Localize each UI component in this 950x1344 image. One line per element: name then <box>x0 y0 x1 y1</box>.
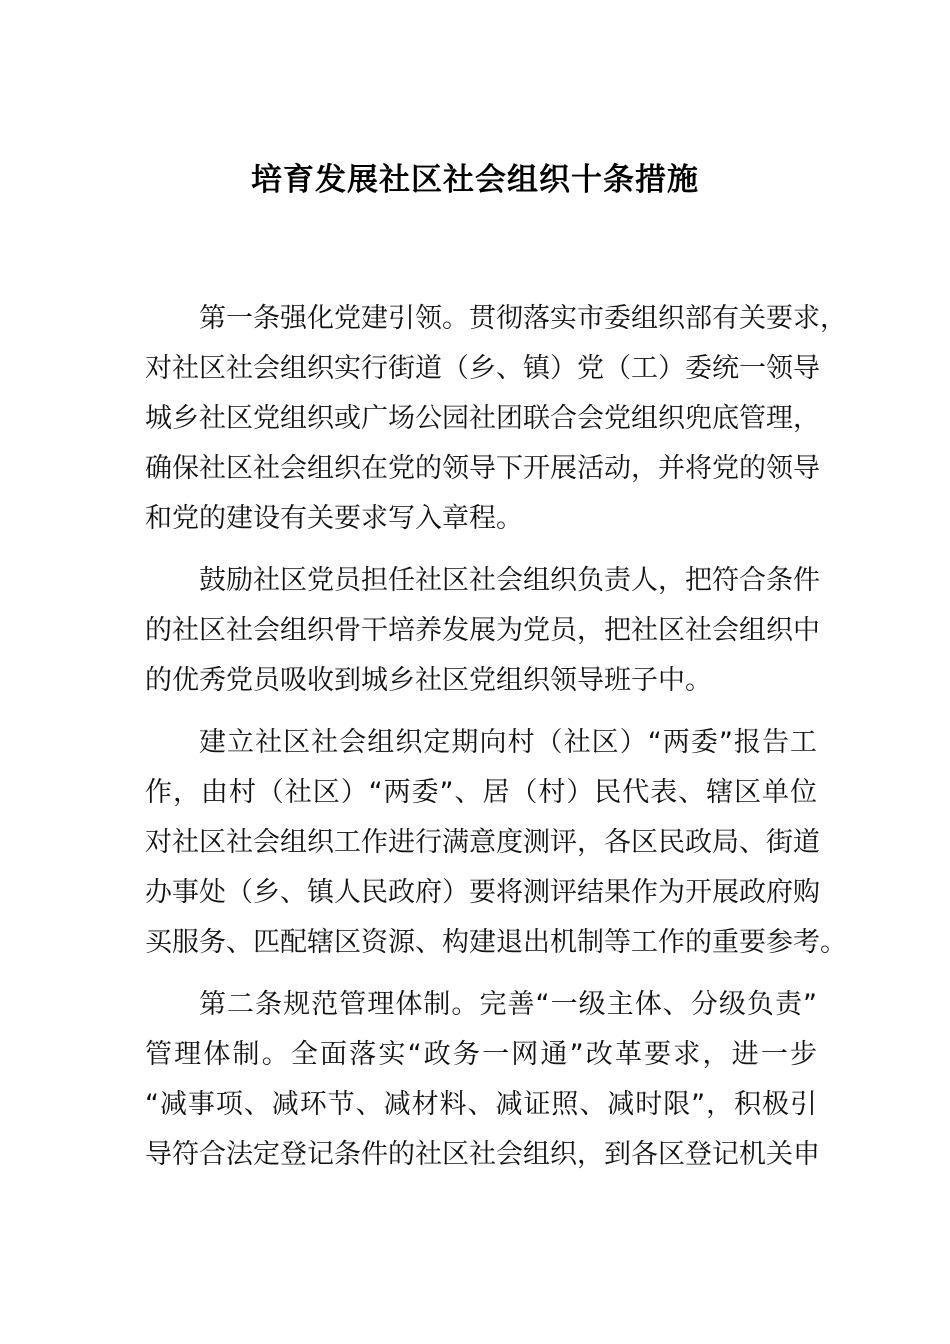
document-title: 培育发展社区社会组织十条措施 <box>251 162 699 198</box>
paragraph-2 <box>145 556 820 706</box>
document-body <box>145 294 847 1192</box>
paragraph-line: 确保社区社会组织在党的领导下开展活动，并将党的领导 <box>145 453 820 484</box>
paragraph-line: 鼓励社区党员担任社区社会组织负责人，把符合条件 <box>199 565 820 596</box>
paragraph-line: 的社区社会组织骨干培养发展为党员，把社区社会组织中 <box>145 615 820 646</box>
paragraph-line: 对社区社会组织实行街道（乡、镇）党（工）委统一领导 <box>145 353 820 384</box>
paragraph-line: 作，由村（社区）“两委”、居（村）民代表、辖区单位 <box>145 777 817 808</box>
paragraph-4 <box>145 980 820 1180</box>
paragraph-line: 城乡社区党组织或广场公园社团联合会党组织兜底管理， <box>145 403 820 434</box>
paragraph-3 <box>145 718 847 968</box>
paragraph-line: 买服务、匹配辖区资源、构建退出机制等工作的重要参考。 <box>145 927 847 958</box>
paragraph-line: 第二条规范管理体制。完善“一级主体、分级负责” <box>199 989 817 1020</box>
paragraph-line: 的优秀党员吸收到城乡社区党组织领导班子中。 <box>145 665 712 696</box>
paragraph-line: 和党的建设有关要求写入章程。 <box>145 503 523 534</box>
paragraph-line: 第一条强化党建引领。贯彻落实市委组织部有关要求， <box>199 303 847 334</box>
paragraph-line: 建立社区社会组织定期向村（社区）“两委”报告工 <box>199 727 817 758</box>
paragraph-1 <box>145 294 847 544</box>
paragraph-line: 办事处（乡、镇人民政府）要将测评结果作为开展政府购 <box>145 877 820 908</box>
paragraph-line: 管理体制。全面落实“政务一网通”改革要求，进一步 <box>145 1039 817 1070</box>
paragraph-line: 导符合法定登记条件的社区社会组织，到各区登记机关申 <box>145 1139 820 1170</box>
paragraph-line: “减事项、减环节、减材料、减证照、减时限”，积极引 <box>145 1089 817 1120</box>
paragraph-line: 对社区社会组织工作进行满意度测评，各区民政局、街道 <box>145 827 820 858</box>
